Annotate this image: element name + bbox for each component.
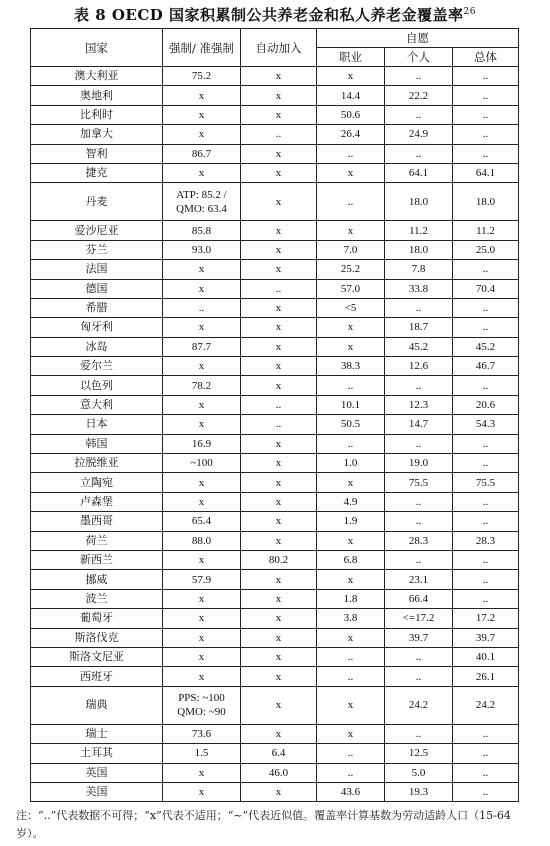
cell-occupational: x: [317, 473, 385, 492]
cell-occupational: 4.9: [317, 492, 385, 511]
cell-country: 挪威: [31, 570, 163, 589]
cell-mandatory: ..: [163, 298, 241, 317]
cell-country: 匈牙利: [31, 318, 163, 337]
table-row: [31, 221, 519, 240]
cell-auto: x: [241, 357, 317, 376]
cell-mandatory: x: [163, 279, 241, 298]
cell-occupational: <5: [317, 298, 385, 317]
header-mandatory: 强制/ 准强制: [163, 29, 241, 67]
cell-country: 法国: [31, 260, 163, 279]
cell-country: 爱沙尼亚: [31, 221, 163, 240]
cell-country: 葡萄牙: [31, 609, 163, 628]
cell-total: 17.2: [453, 609, 519, 628]
cell-mandatory: x: [163, 589, 241, 608]
cell-auto: x: [241, 105, 317, 124]
cell-mandatory: x: [163, 492, 241, 511]
cell-personal: 18.0: [385, 240, 453, 259]
cell-occupational: 3.8: [317, 609, 385, 628]
cell-mandatory: x: [163, 647, 241, 666]
cell-mandatory: 75.2: [163, 67, 241, 86]
cell-country: 新西兰: [31, 550, 163, 569]
cell-occupational: 43.6: [317, 782, 385, 801]
cell-personal: 12.6: [385, 357, 453, 376]
cell-personal: ..: [385, 492, 453, 511]
cell-auto: 46.0: [241, 763, 317, 782]
cell-personal: 12.3: [385, 395, 453, 414]
table-row: [31, 531, 519, 550]
coverage-table: [30, 28, 519, 802]
table-row: [31, 357, 519, 376]
cell-total: 64.1: [453, 163, 519, 182]
cell-auto: x: [241, 628, 317, 647]
cell-mandatory: x: [163, 415, 241, 434]
cell-auto: x: [241, 183, 317, 221]
cell-country: 立陶宛: [31, 473, 163, 492]
table-row: [31, 318, 519, 337]
cell-mandatory: 88.0: [163, 531, 241, 550]
table-row: [31, 628, 519, 647]
cell-auto: x: [241, 589, 317, 608]
cell-total: ..: [453, 318, 519, 337]
table-row: [31, 105, 519, 124]
cell-auto: ..: [241, 395, 317, 414]
cell-occupational: x: [317, 337, 385, 356]
cell-country: 德国: [31, 279, 163, 298]
cell-auto: x: [241, 86, 317, 105]
cell-country: 瑞士: [31, 724, 163, 743]
cell-occupational: ..: [317, 183, 385, 221]
cell-country: 英国: [31, 763, 163, 782]
cell-auto: x: [241, 609, 317, 628]
cell-personal: ..: [385, 67, 453, 86]
cell-total: ..: [453, 434, 519, 453]
cell-mandatory: 86.7: [163, 144, 241, 163]
cell-personal: 45.2: [385, 337, 453, 356]
cell-total: 11.2: [453, 221, 519, 240]
cell-occupational: x: [317, 318, 385, 337]
cell-personal: 64.1: [385, 163, 453, 182]
cell-personal: 5.0: [385, 763, 453, 782]
cell-auto: x: [241, 454, 317, 473]
cell-total: 70.4: [453, 279, 519, 298]
cell-total: 39.7: [453, 628, 519, 647]
cell-occupational: 25.2: [317, 260, 385, 279]
cell-mandatory: 65.4: [163, 512, 241, 531]
header-occupational: 职业: [317, 48, 385, 67]
table-row: [31, 589, 519, 608]
cell-total: ..: [453, 744, 519, 763]
cell-occupational: 50.5: [317, 415, 385, 434]
cell-country: 波兰: [31, 589, 163, 608]
cell-occupational: x: [317, 724, 385, 743]
cell-mandatory: ~100: [163, 454, 241, 473]
cell-personal: ..: [385, 144, 453, 163]
table-body: [31, 67, 519, 802]
table-row: [31, 724, 519, 743]
cell-occupational: 50.6: [317, 105, 385, 124]
cell-total: 26.1: [453, 667, 519, 686]
cell-country: 芬兰: [31, 240, 163, 259]
cell-auto: x: [241, 531, 317, 550]
table-row: [31, 763, 519, 782]
cell-country: 美国: [31, 782, 163, 801]
cell-country: 丹麦: [31, 183, 163, 221]
cell-total: ..: [453, 86, 519, 105]
cell-auto: x: [241, 782, 317, 801]
cell-total: 24.2: [453, 686, 519, 724]
cell-mandatory: 85.8: [163, 221, 241, 240]
cell-occupational: ..: [317, 763, 385, 782]
cell-auto: x: [241, 512, 317, 531]
cell-mandatory: 57.9: [163, 570, 241, 589]
cell-occupational: x: [317, 686, 385, 724]
cell-personal: 22.2: [385, 86, 453, 105]
table-row: [31, 570, 519, 589]
table-row: [31, 454, 519, 473]
cell-mandatory: x: [163, 609, 241, 628]
cell-mandatory: 16.9: [163, 434, 241, 453]
cell-country: 意大利: [31, 395, 163, 414]
cell-total: ..: [453, 589, 519, 608]
table-row: [31, 260, 519, 279]
cell-total: 54.3: [453, 415, 519, 434]
cell-total: 75.5: [453, 473, 519, 492]
cell-mandatory: x: [163, 763, 241, 782]
cell-total: ..: [453, 298, 519, 317]
cell-occupational: x: [317, 221, 385, 240]
cell-mandatory: x: [163, 163, 241, 182]
cell-personal: ..: [385, 434, 453, 453]
cell-total: ..: [453, 260, 519, 279]
cell-country: 韩国: [31, 434, 163, 453]
table-row: [31, 144, 519, 163]
cell-auto: x: [241, 260, 317, 279]
cell-country: 加拿大: [31, 125, 163, 144]
table-row: [31, 298, 519, 317]
cell-occupational: ..: [317, 434, 385, 453]
cell-country: 西班牙: [31, 667, 163, 686]
cell-total: ..: [453, 125, 519, 144]
table-title: [0, 4, 550, 25]
cell-personal: <=17.2: [385, 609, 453, 628]
cell-country: 瑞典: [31, 686, 163, 724]
cell-auto: ..: [241, 415, 317, 434]
cell-total: ..: [453, 550, 519, 569]
cell-total: 46.7: [453, 357, 519, 376]
table-note: 注：“..”代表数据不可得；“x”代表不适用；“~”代表近似值。覆盖率计算基数为劳动适龄人口（15-64岁）。: [16, 809, 511, 840]
cell-auto: 6.4: [241, 744, 317, 763]
cell-country: 荷兰: [31, 531, 163, 550]
cell-auto: x: [241, 724, 317, 743]
cell-mandatory: ATP: 85.2 / QMO: 63.4: [163, 183, 241, 221]
cell-mandatory: x: [163, 105, 241, 124]
cell-personal: 12.5: [385, 744, 453, 763]
table-row: [31, 782, 519, 801]
cell-occupational: 1.8: [317, 589, 385, 608]
cell-occupational: 10.1: [317, 395, 385, 414]
table-row: [31, 67, 519, 86]
table-row: [31, 512, 519, 531]
cell-mandatory: x: [163, 125, 241, 144]
cell-total: 45.2: [453, 337, 519, 356]
cell-mandatory: PPS: ~100 QMO: ~90: [163, 686, 241, 724]
cell-total: ..: [453, 105, 519, 124]
cell-mandatory: x: [163, 550, 241, 569]
cell-occupational: ..: [317, 144, 385, 163]
cell-total: ..: [453, 144, 519, 163]
header-total: 总体: [453, 48, 519, 67]
table-row: [31, 337, 519, 356]
cell-occupational: x: [317, 531, 385, 550]
cell-country: 斯洛伐克: [31, 628, 163, 647]
cell-personal: 39.7: [385, 628, 453, 647]
cell-personal: 24.9: [385, 125, 453, 144]
cell-country: 捷克: [31, 163, 163, 182]
cell-mandatory: 93.0: [163, 240, 241, 259]
table-row: [31, 376, 519, 395]
cell-auto: x: [241, 337, 317, 356]
cell-personal: ..: [385, 724, 453, 743]
cell-country: 智利: [31, 144, 163, 163]
cell-personal: 19.0: [385, 454, 453, 473]
cell-total: ..: [453, 763, 519, 782]
cell-occupational: ..: [317, 376, 385, 395]
cell-occupational: 7.0: [317, 240, 385, 259]
cell-country: 澳大利亚: [31, 67, 163, 86]
cell-occupational: x: [317, 67, 385, 86]
cell-country: 希腊: [31, 298, 163, 317]
table-row: [31, 492, 519, 511]
table-row: [31, 667, 519, 686]
cell-country: 墨西哥: [31, 512, 163, 531]
cell-mandatory: 1.5: [163, 744, 241, 763]
cell-total: 40.1: [453, 647, 519, 666]
cell-mandatory: 73.6: [163, 724, 241, 743]
cell-occupational: x: [317, 628, 385, 647]
cell-country: 卢森堡: [31, 492, 163, 511]
cell-auto: ..: [241, 279, 317, 298]
cell-country: 斯洛文尼亚: [31, 647, 163, 666]
cell-total: ..: [453, 492, 519, 511]
cell-personal: ..: [385, 105, 453, 124]
cell-occupational: x: [317, 163, 385, 182]
cell-personal: ..: [385, 512, 453, 531]
header-personal: 个人: [385, 48, 453, 67]
cell-mandatory: x: [163, 667, 241, 686]
table-row: [31, 183, 519, 221]
cell-total: 20.6: [453, 395, 519, 414]
cell-personal: ..: [385, 647, 453, 666]
cell-country: 日本: [31, 415, 163, 434]
title-text: 表 8 OECD 国家积累制公共养老金和私人养老金覆盖率: [73, 6, 464, 24]
table-row: [31, 163, 519, 182]
cell-personal: ..: [385, 550, 453, 569]
cell-country: 拉脱维亚: [31, 454, 163, 473]
cell-mandatory: 78.2: [163, 376, 241, 395]
cell-auto: x: [241, 570, 317, 589]
cell-country: 土耳其: [31, 744, 163, 763]
cell-auto: ..: [241, 125, 317, 144]
cell-occupational: 26.4: [317, 125, 385, 144]
table-row: [31, 415, 519, 434]
cell-total: 25.0: [453, 240, 519, 259]
cell-occupational: ..: [317, 647, 385, 666]
cell-mandatory: x: [163, 628, 241, 647]
cell-mandatory: x: [163, 782, 241, 801]
cell-mandatory: x: [163, 260, 241, 279]
cell-auto: x: [241, 144, 317, 163]
table-row: [31, 744, 519, 763]
cell-auto: x: [241, 376, 317, 395]
cell-personal: 19.3: [385, 782, 453, 801]
cell-mandatory: x: [163, 86, 241, 105]
cell-total: ..: [453, 454, 519, 473]
cell-personal: ..: [385, 667, 453, 686]
header-country: 国家: [31, 29, 163, 67]
header-voluntary: 自愿: [317, 29, 519, 48]
cell-mandatory: x: [163, 357, 241, 376]
cell-personal: 28.3: [385, 531, 453, 550]
table-row: [31, 609, 519, 628]
header-auto-enrolment: 自动加入: [241, 29, 317, 67]
cell-occupational: x: [317, 570, 385, 589]
cell-occupational: 6.8: [317, 550, 385, 569]
cell-personal: 18.7: [385, 318, 453, 337]
cell-occupational: 1.0: [317, 454, 385, 473]
cell-personal: 24.2: [385, 686, 453, 724]
cell-total: ..: [453, 724, 519, 743]
cell-country: 奥地利: [31, 86, 163, 105]
cell-personal: 75.5: [385, 473, 453, 492]
cell-occupational: ..: [317, 667, 385, 686]
cell-total: ..: [453, 782, 519, 801]
cell-auto: 80.2: [241, 550, 317, 569]
cell-occupational: 1.9: [317, 512, 385, 531]
table-row: [31, 240, 519, 259]
cell-personal: 18.0: [385, 183, 453, 221]
cell-auto: x: [241, 163, 317, 182]
cell-occupational: 57.0: [317, 279, 385, 298]
table-row: [31, 686, 519, 724]
cell-personal: 11.2: [385, 221, 453, 240]
cell-country: 爱尔兰: [31, 357, 163, 376]
cell-occupational: 38.3: [317, 357, 385, 376]
cell-mandatory: x: [163, 318, 241, 337]
cell-total: ..: [453, 67, 519, 86]
cell-personal: 7.8: [385, 260, 453, 279]
table-row: [31, 434, 519, 453]
table-row: [31, 550, 519, 569]
table-header: [31, 29, 519, 67]
cell-auto: x: [241, 667, 317, 686]
cell-auto: x: [241, 686, 317, 724]
cell-auto: x: [241, 434, 317, 453]
cell-auto: x: [241, 647, 317, 666]
cell-occupational: ..: [317, 744, 385, 763]
cell-country: 比利时: [31, 105, 163, 124]
cell-personal: 33.8: [385, 279, 453, 298]
cell-mandatory: x: [163, 395, 241, 414]
table-row: [31, 647, 519, 666]
table-row: [31, 473, 519, 492]
cell-auto: x: [241, 221, 317, 240]
cell-personal: 23.1: [385, 570, 453, 589]
cell-total: 28.3: [453, 531, 519, 550]
cell-mandatory: x: [163, 473, 241, 492]
cell-total: 18.0: [453, 183, 519, 221]
cell-auto: x: [241, 240, 317, 259]
cell-mandatory: 87.7: [163, 337, 241, 356]
cell-total: ..: [453, 376, 519, 395]
cell-auto: x: [241, 318, 317, 337]
cell-total: ..: [453, 570, 519, 589]
cell-personal: 14.7: [385, 415, 453, 434]
table-row: [31, 279, 519, 298]
table-row: [31, 125, 519, 144]
cell-auto: x: [241, 473, 317, 492]
cell-country: 以色列: [31, 376, 163, 395]
table-row: [31, 86, 519, 105]
cell-personal: 66.4: [385, 589, 453, 608]
cell-auto: x: [241, 492, 317, 511]
cell-occupational: 14.4: [317, 86, 385, 105]
cell-personal: ..: [385, 376, 453, 395]
cell-personal: ..: [385, 298, 453, 317]
cell-auto: x: [241, 298, 317, 317]
table-row: [31, 395, 519, 414]
cell-country: 冰岛: [31, 337, 163, 356]
title-footnote-ref: 26: [463, 7, 476, 17]
cell-total: ..: [453, 512, 519, 531]
cell-auto: x: [241, 67, 317, 86]
